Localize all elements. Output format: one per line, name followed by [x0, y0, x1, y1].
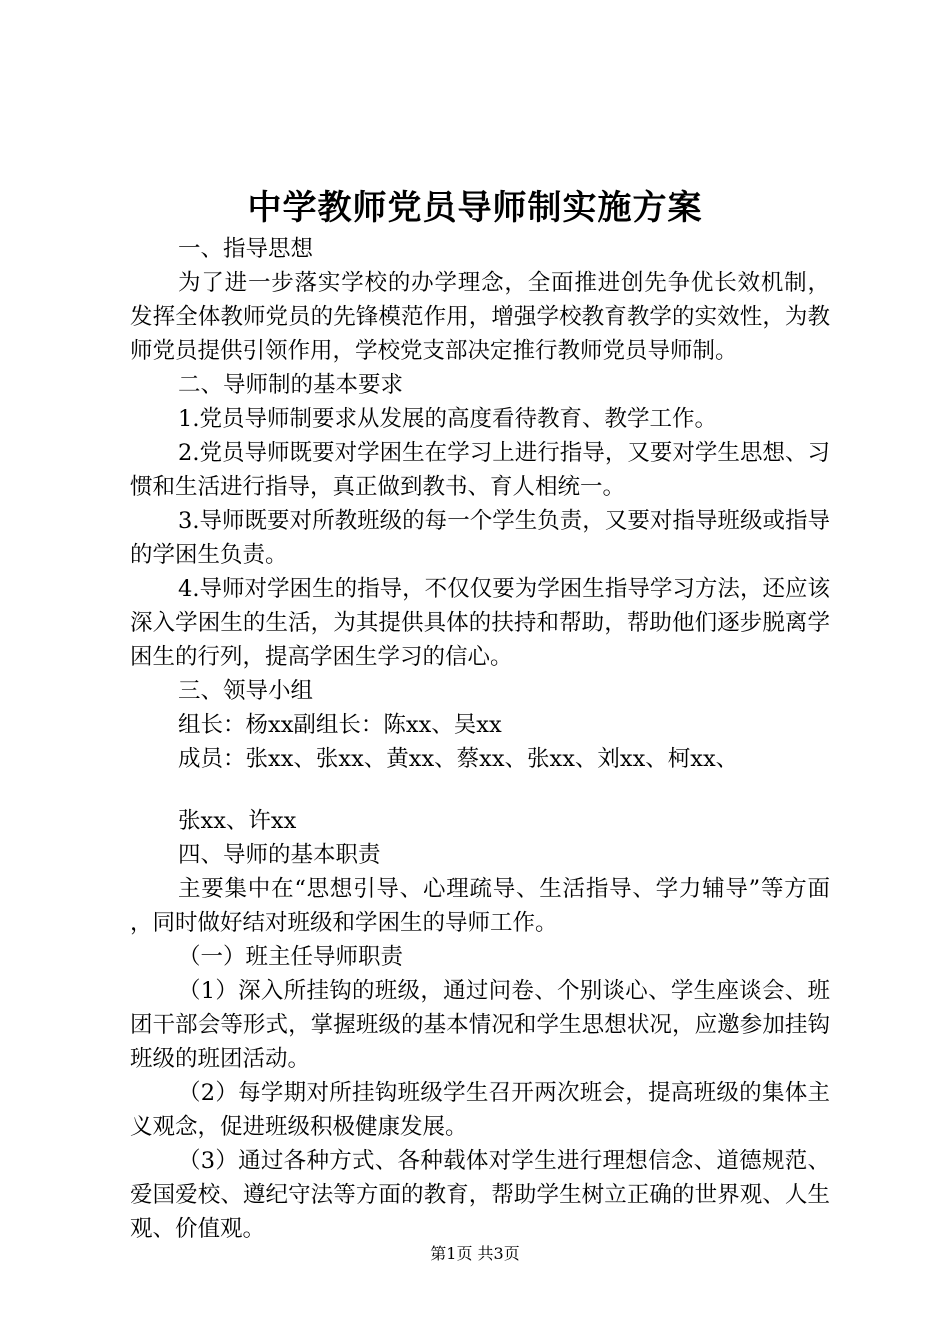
leadership-leaders: 组长：杨xx副组长：陈xx、吴xx: [178, 712, 502, 738]
requirement-item-2: 2.党员导师既要对学困生在学习上进行指导，又要对学生思想、习惯和生活进行指导，真正做到教书、育人相统一。: [130, 440, 830, 500]
requirement-item-1: 1.党员导师制要求从发展的高度看待教育、教学工作。: [178, 406, 717, 432]
section-heading-leadership-group: 三、领导小组: [178, 678, 314, 704]
requirement-item-3: 3.导师既要对所教班级的每一个学生负责，又要对指导班级或指导的学困生负责。: [130, 508, 830, 568]
duty-item-1: （1）深入所挂钩的班级，通过问卷、个别谈心、学生座谈会、班团干部会等形式，掌握班级的基本情况和学生思想状况，应邀参加挂钩班级的班团活动。: [130, 978, 830, 1072]
section-heading-mentor-duties: 四、导师的基本职责: [178, 842, 381, 868]
section-heading-basic-requirements: 二、导师制的基本要求: [178, 372, 404, 398]
requirement-item-4: 4.导师对学困生的指导，不仅仅要为学困生指导学习方法，还应该深入学困生的生活，为其提供具体的扶持和帮助，帮助他们逐步脱离学困生的行列，提高学困生学习的信心。: [130, 576, 830, 670]
leadership-members: 成员：张xx、张xx、黄xx、蔡xx、张xx、刘xx、柯xx、: [178, 746, 739, 772]
duty-item-3: （3）通过各种方式、各种载体对学生进行理想信念、道德规范、爱国爱校、遵纪守法等方面的教育，帮助学生树立正确的世界观、人生观、价值观。: [130, 1148, 830, 1242]
document-body: [130, 232, 830, 1246]
document-title: 中学教师党员导师制实施方案: [247, 188, 703, 228]
page-footer: 第1页 共3页: [430, 1244, 520, 1263]
duty-item-2: （2）每学期对所挂钩班级学生召开两次班会，提高班级的集体主义观念，促进班级积极健康发展。: [130, 1080, 830, 1140]
subheading-class-teacher-duties: （一）班主任导师职责: [178, 944, 404, 970]
section-heading-guiding-ideology: 一、指导思想: [178, 236, 314, 262]
leadership-members-continued: 张xx、许xx: [178, 808, 297, 834]
blank-line: [130, 776, 830, 804]
paragraph-guiding-ideology: 为了进一步落实学校的办学理念，全面推进创先争优长效机制，发挥全体教师党员的先锋模范作用，增强学校教育教学的实效性，为教师党员提供引领作用，学校党支部决定推行教师党员导师制。: [130, 270, 830, 364]
paragraph-mentor-duties: 主要集中在“思想引导、心理疏导、生活指导、学力辅导”等方面，同时做好结对班级和学困生的导师工作。: [130, 876, 830, 936]
